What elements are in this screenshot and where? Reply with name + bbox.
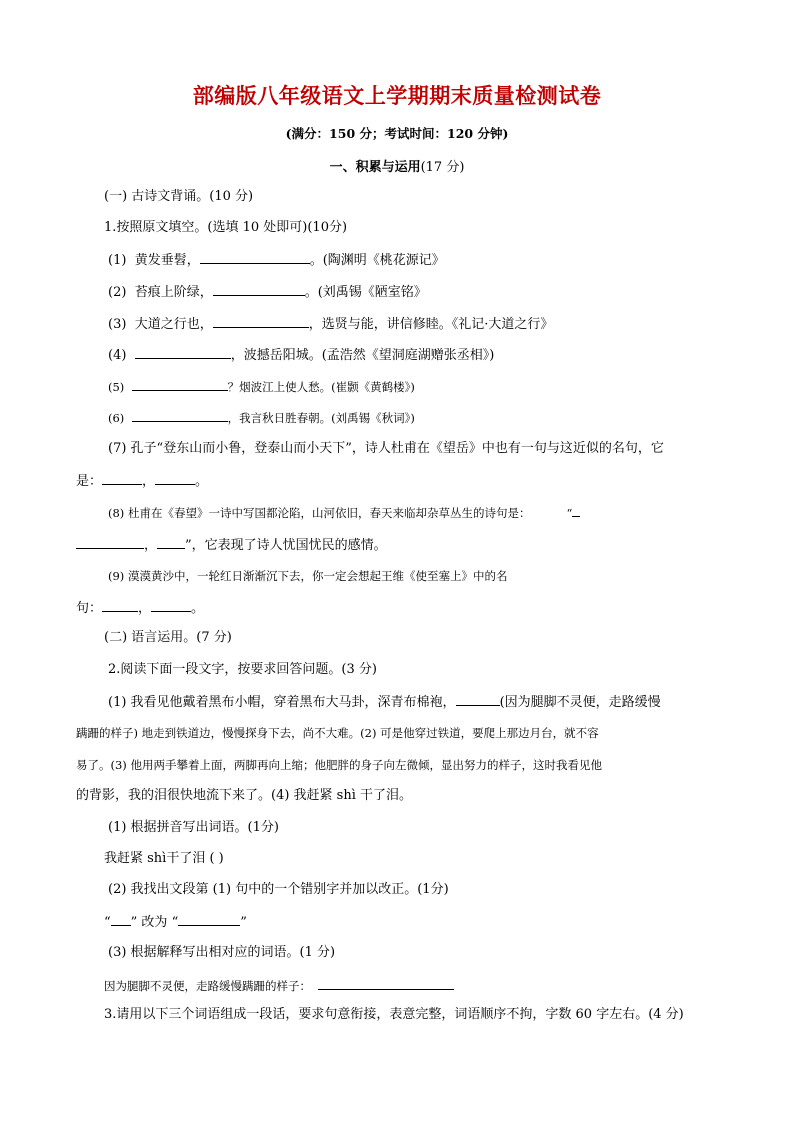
item-6: [108, 408, 415, 427]
passage-line-3: 易了。(3) 他用两手攀着上面，两脚再向上缩；他肥胖的身子向左微倾，显出努力的样子，这时我看见他: [76, 758, 602, 772]
subquestion-1-prompt: (1) 根据拼音写出词语。(1分): [108, 820, 279, 835]
item-8-separator: ，: [144, 538, 158, 553]
question-1-prompt: 1.按照原文填空。(选填 10 处即可)(10分): [104, 220, 348, 235]
subquestion-3-text: 因为腿脚不灵便，走路缓慢蹒跚的样子：: [104, 979, 311, 993]
item-9-line-1: (9) 漠漠黄沙中，一轮红日渐渐沉下去，你一定会想起王维《使至塞上》中的名: [108, 569, 508, 583]
item-1-after: 。(陶渊明《桃花源记》: [309, 253, 445, 268]
item-9-line-2: [76, 598, 204, 618]
item-7-prefix: 是：: [76, 474, 103, 489]
wrong-char-blank[interactable]: [111, 912, 131, 926]
item-9-separator: ，: [138, 601, 152, 616]
subquestion-2-middle: ” 改为 “: [130, 915, 179, 930]
item-8-blank-1a[interactable]: [572, 503, 580, 517]
subquestion-2-prompt: (2) 我找出文段第 (1) 句中的一个错别字并加以改正。(1分): [108, 882, 449, 897]
item-4-blank[interactable]: [135, 345, 231, 359]
subquestion-3-answer: [104, 976, 454, 995]
item-5-blank[interactable]: [132, 377, 228, 391]
passage-line-1-after: (因为腿脚不灵便，走路缓慢: [499, 695, 661, 710]
item-1-before: 黄发垂髫，: [134, 253, 200, 268]
item-8-line-2: [76, 535, 387, 555]
item-2-before: 苔痕上阶绿，: [134, 285, 213, 300]
item-5: [108, 377, 415, 396]
item-6-after: ，我言秋日胜春朝。(刘禹锡《秋词》): [227, 411, 415, 425]
section-heading-score: (17 分): [420, 160, 465, 175]
item-2-number: (2): [108, 285, 127, 300]
subquestion-2-answer: [104, 912, 247, 932]
item-8-line-1: [108, 503, 580, 522]
item-1-blank[interactable]: [200, 250, 310, 264]
item-2: [108, 282, 427, 302]
item-5-number: (5): [108, 380, 125, 394]
item-8-blank-2[interactable]: [157, 535, 185, 549]
item-6-blank[interactable]: [132, 408, 228, 422]
item-4-after: ，波撼岳阳城。(孟浩然《望洞庭湖赠张丞相》): [230, 348, 495, 363]
item-7-line-2: [76, 471, 208, 491]
item-2-after: 。(刘禹锡《陋室铭》: [304, 285, 427, 300]
subquestion-1-answer[interactable]: 我赶紧 shì干了泪 ( ): [104, 851, 224, 866]
page-subtitle: (满分：150 分；考试时间：120 分钟): [285, 126, 509, 141]
question-2-prompt: 2.阅读下面一段文字，按要求回答问题。(3 分): [108, 662, 377, 677]
correct-char-blank[interactable]: [178, 912, 240, 926]
item-3: [108, 314, 553, 334]
item-1-number: (1): [108, 253, 127, 268]
passage-line-1-before: (1) 我看见他戴着黑布小帽，穿着黑布大马卦，深青布棉袍，: [108, 695, 456, 710]
item-8-text: (8) 杜甫在《春望》一诗中写国都沦陷，山河依旧，春天来临却杂草丛生的诗句是：: [108, 506, 531, 520]
section-heading: [0, 156, 794, 175]
item-8-blank-1b[interactable]: [76, 535, 144, 549]
item-7-blank-2[interactable]: [155, 471, 195, 485]
subquestion-3-blank[interactable]: [318, 976, 454, 990]
item-3-number: (3): [108, 317, 127, 332]
item-7-line-1: (7) 孔子“登东山而小鲁，登泰山而小天下”，诗人杜甫在《望岳》中也有一句与这近似的名句，它: [108, 441, 664, 456]
passage-line-2: 蹒跚的样子) 地走到铁道边，慢慢探身下去，尚不大难。(2) 可是他穿过铁道，要爬上那边月台，就不容: [76, 726, 599, 740]
question-3-prompt: 3.请用以下三个词语组成一段话，要求句意衔接，表意完整，词语顺序不拘，字数 60 字左右。(4 分): [104, 1007, 684, 1022]
item-6-number: (6): [108, 411, 125, 425]
item-9-end: 。: [191, 601, 205, 616]
item-8-quote-open: “: [566, 506, 573, 520]
part1-heading: (一) 古诗文背诵。(10 分): [104, 189, 254, 204]
item-3-blank[interactable]: [213, 314, 309, 328]
item-8-after: ”，它表现了诗人忧国忧民的感情。: [185, 538, 387, 553]
item-7-separator: ，: [142, 474, 156, 489]
subquestion-2-open: “: [104, 915, 111, 930]
section-heading-text: 一、积累与运用: [329, 160, 421, 175]
item-9-blank-2[interactable]: [151, 598, 191, 612]
item-4-number: (4): [108, 348, 127, 363]
passage-blank[interactable]: [456, 692, 500, 706]
item-3-after: ，选贤与能，讲信修睦。《礼记·大道之行》: [308, 317, 554, 332]
item-7-end: 。: [195, 474, 209, 489]
item-3-before: 大道之行也，: [134, 317, 213, 332]
item-2-blank[interactable]: [213, 282, 305, 296]
passage-line-1: [108, 692, 661, 712]
passage-line-4: 的背影，我的泪很快地流下来了。(4) 我赶紧 shì 干了泪。: [76, 788, 413, 803]
page-title: 部编版八年级语文上学期期末质量检测试卷: [192, 83, 602, 108]
item-9-blank-1[interactable]: [102, 598, 138, 612]
subquestion-2-close: ”: [240, 915, 247, 930]
item-4: [108, 345, 494, 365]
part2-heading: (二) 语言运用。(7 分): [104, 630, 232, 645]
subquestion-3-prompt: (3) 根据解释写出相对应的词语。(1 分): [108, 945, 336, 960]
item-9-prefix: 句：: [76, 601, 103, 616]
item-5-after: ？烟波江上使人愁。(崔颢《黄鹤楼》): [227, 380, 415, 394]
item-1: [108, 250, 445, 270]
item-7-blank-1[interactable]: [102, 471, 142, 485]
